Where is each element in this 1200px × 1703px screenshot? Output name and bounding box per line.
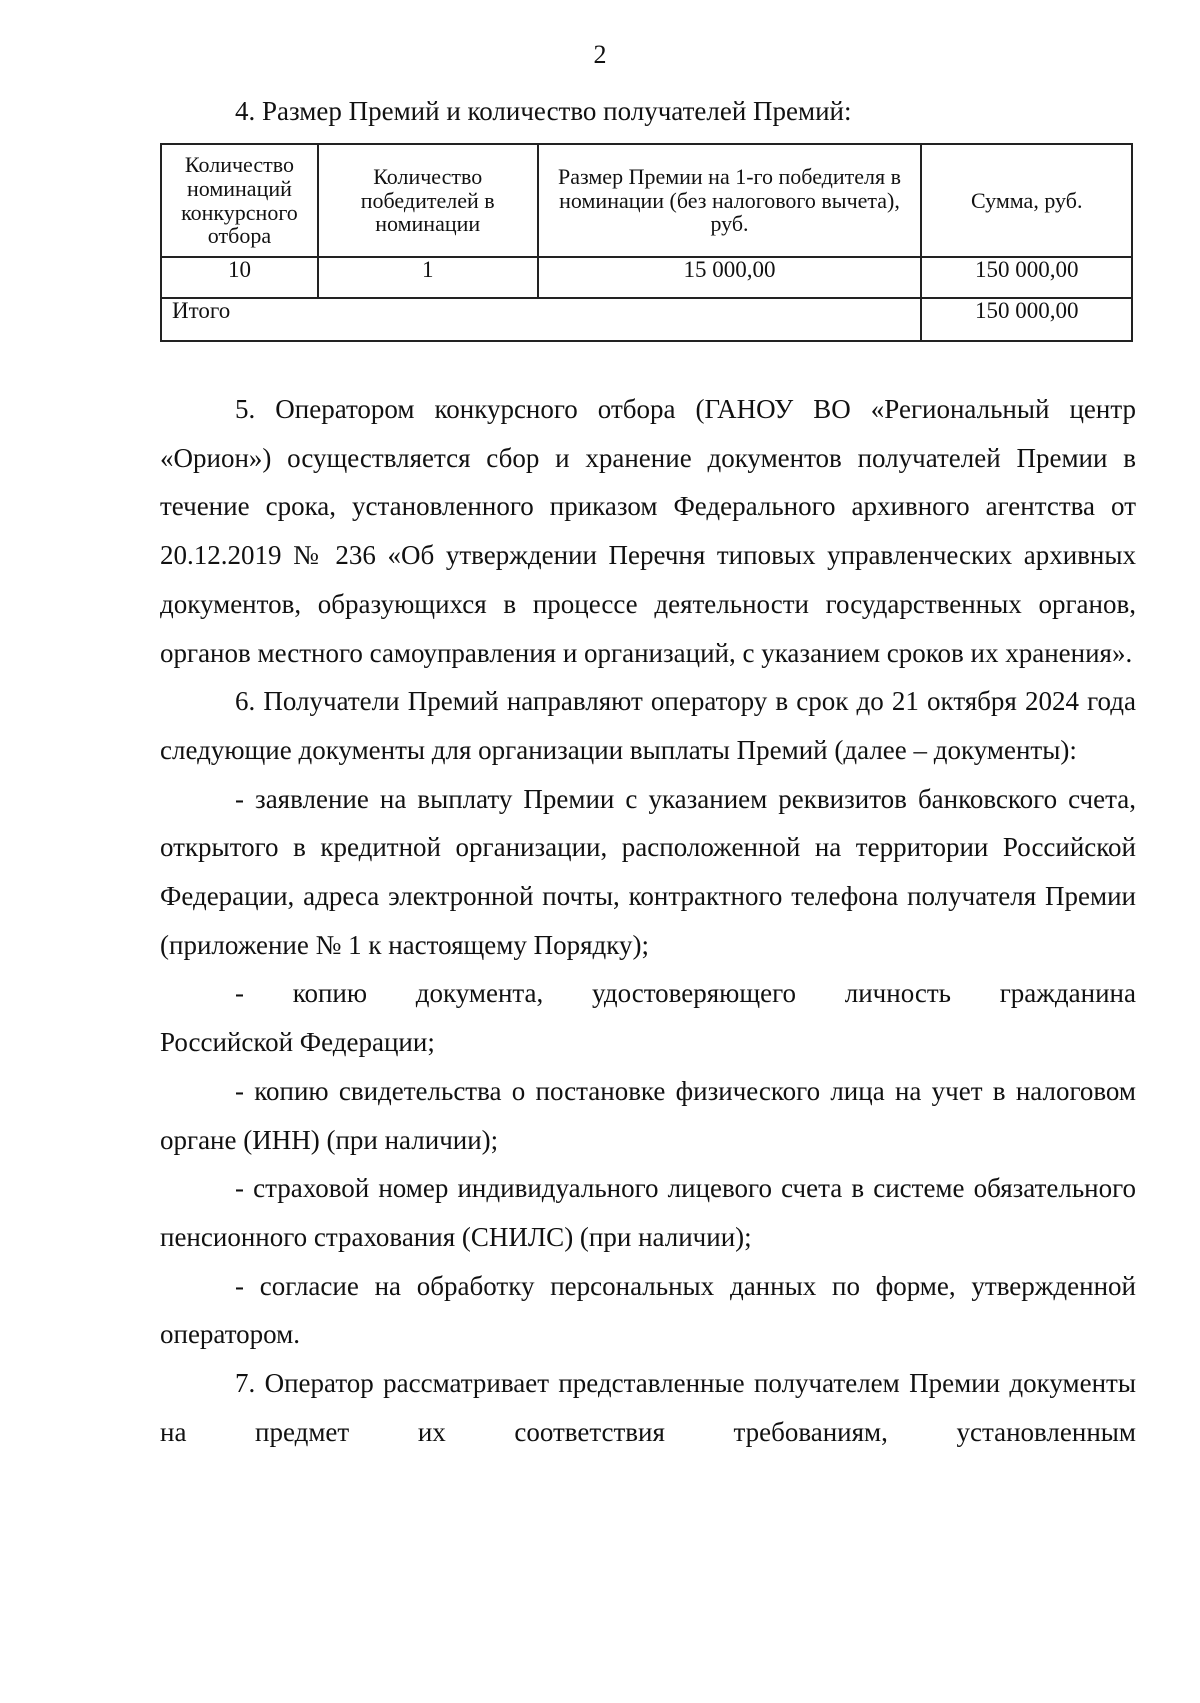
paragraph-5: 5. Оператором конкурсного отбора (ГАНОУ ВО «Региональный центр «Орион») осуществляется сбор и хранение документов получателей Премии в течение срока, установленного приказом Федерального архивного агентства от 20.12.2019 № 236 «Об утверждении Перечня типовых управленческих архивных документов, образующихся в процессе деятельности государственных органов, органов местного самоуправления и организаций, с указанием сроков их хранения».	[160, 394, 1136, 668]
header-cell: Размер Премии на 1-го победителя в номинации (без налогового вычета), руб.	[538, 144, 922, 257]
page-number: 2	[593, 40, 607, 69]
body-text	[160, 385, 1143, 1456]
total-value: 150 000,00	[921, 298, 1132, 341]
header-cell: Количество победителей в номинации	[318, 144, 538, 257]
header-cell: Количество номинаций конкурсного отбора	[161, 144, 318, 257]
list-item-application: - заявление на выплату Премии с указанием реквизитов банковского счета, открытого в кредитной организации, расположенной на территории Российской Федерации, адреса электронной почты, контрактного телефона получателя Премии (приложение № 1 к настоящему Порядку);	[160, 783, 1136, 960]
list-item-id-copy: - копию документа, удостоверяющего личность гражданина Российской Федерации;	[160, 978, 1143, 1058]
section-heading: 4. Размер Премий и количество получателей Премий:	[235, 96, 852, 126]
paragraph-7: 7. Оператор рассматривает представленные получателем Премии документы на предмет их соответствия требованиям, установленным	[160, 1368, 1136, 1447]
table-cell: 15 000,00	[538, 257, 922, 298]
list-item-consent: - согласие на обработку персональных данных по форме, утвержденной оператором.	[160, 1270, 1136, 1350]
table-header-row	[161, 144, 1132, 257]
header-cell: Сумма, руб.	[921, 144, 1132, 257]
table-row	[161, 257, 1132, 298]
table-total-row	[161, 298, 1132, 341]
table-cell: 1	[318, 257, 538, 298]
paragraph-6: 6. Получатели Премий направляют оператору в срок до 21 октября 2024 года следующие документы для организации выплаты Премий (далее – документы):	[160, 686, 1136, 765]
list-item-snils: - страховой номер индивидуального лицевого счета в системе обязательного пенсионного страхования (СНИЛС) (при наличии);	[160, 1173, 1136, 1252]
total-label: Итого	[161, 298, 921, 341]
prize-table	[160, 143, 1133, 342]
table-cell: 150 000,00	[921, 257, 1132, 298]
list-item-inn-copy: - копию свидетельства о постановке физического лица на учет в налоговом органе (ИНН) (при наличии);	[160, 1075, 1136, 1155]
table-cell: 10	[161, 257, 318, 298]
